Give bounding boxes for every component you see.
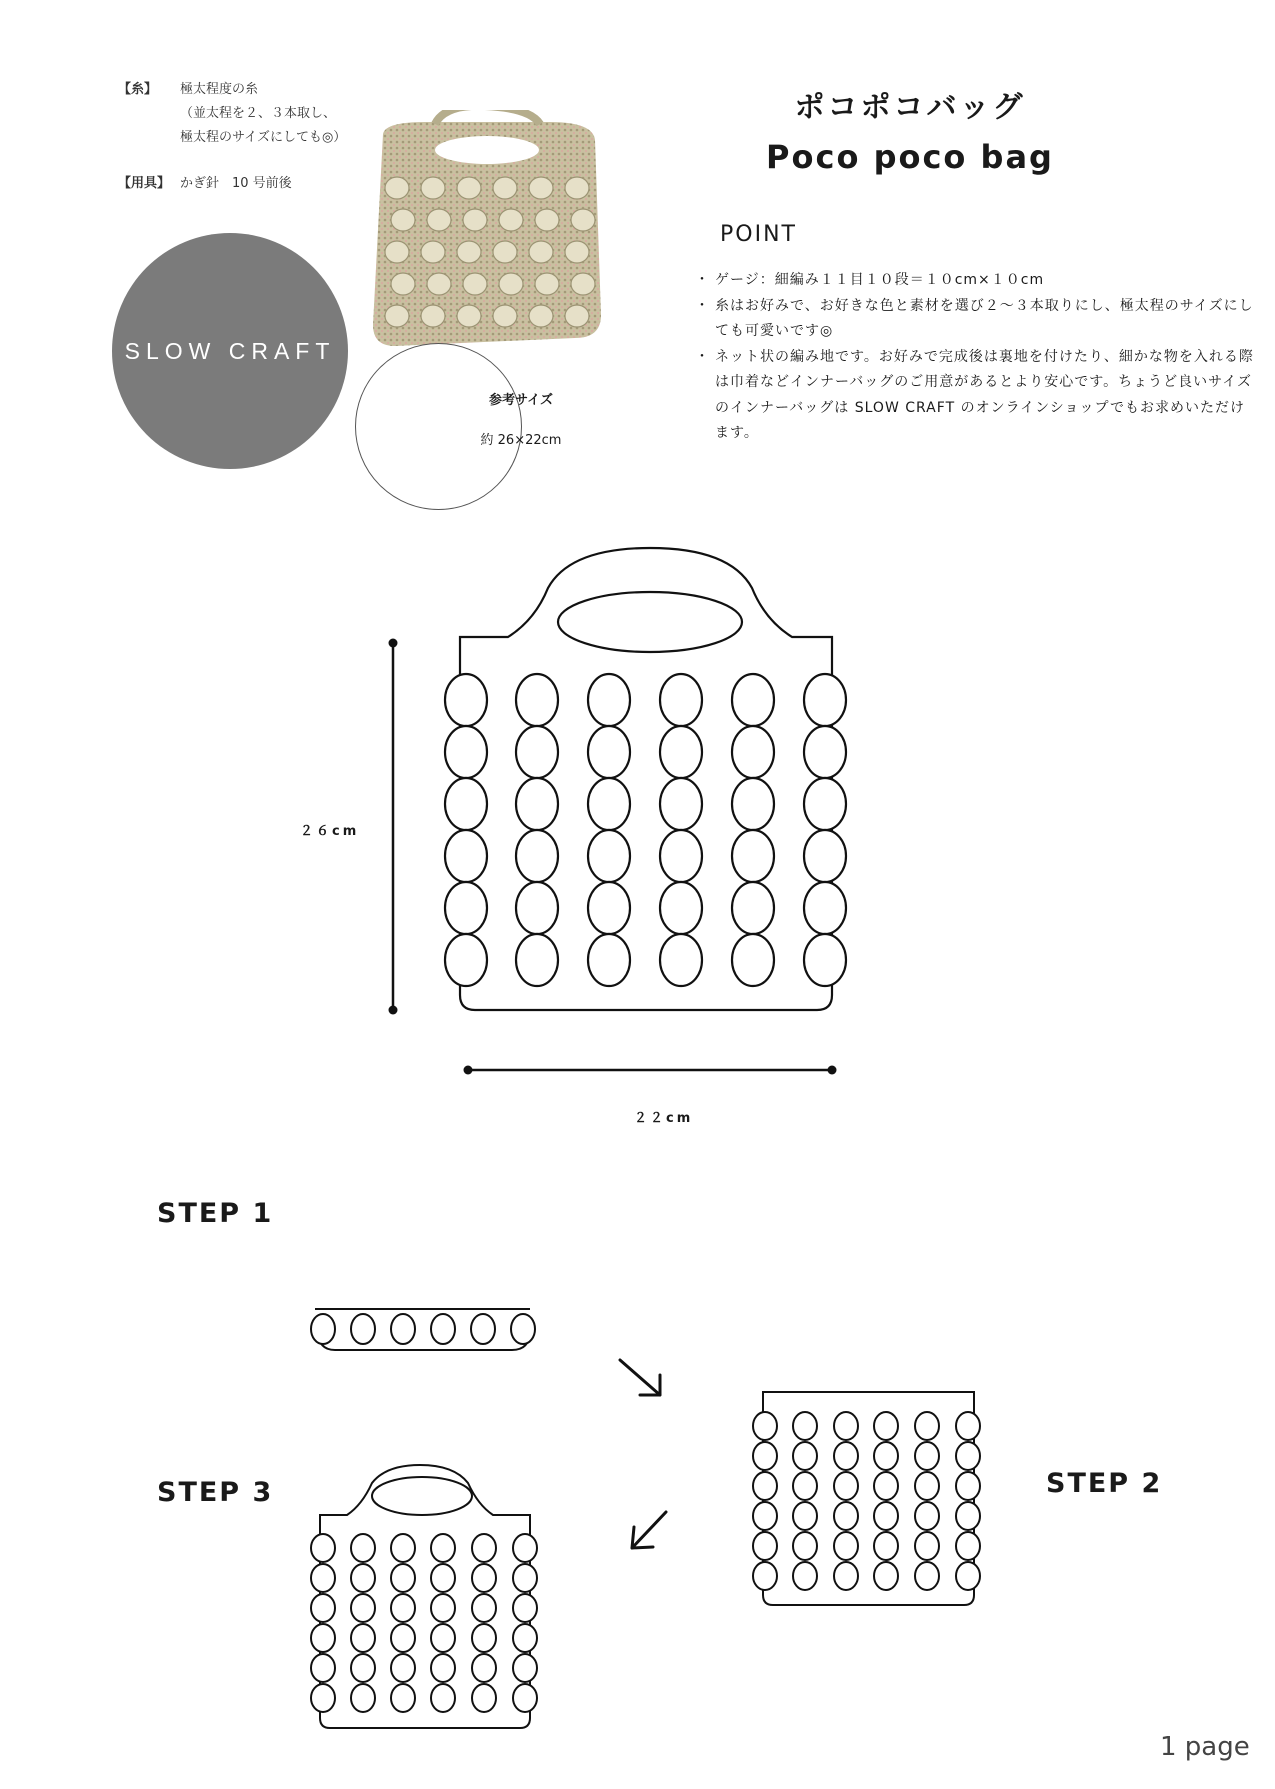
bobble (732, 778, 774, 830)
bobble (431, 1314, 455, 1344)
bobble (431, 1684, 455, 1712)
bobble (793, 1532, 817, 1560)
bobble (753, 1562, 777, 1590)
bobble (804, 674, 846, 726)
bobble (351, 1534, 375, 1562)
bobble (956, 1442, 980, 1470)
bobble (834, 1502, 858, 1530)
bobble (311, 1594, 335, 1622)
width-label: ２２cm (634, 1111, 694, 1126)
bobble (513, 1534, 537, 1562)
bobble (311, 1564, 335, 1592)
height-dimension-end (389, 639, 398, 648)
bobble (516, 674, 558, 726)
bobble (311, 1314, 335, 1344)
title-english: Poco poco bag (766, 138, 1054, 176)
bobble (874, 1472, 898, 1500)
height-dimension-end (389, 1006, 398, 1015)
bobble (351, 1654, 375, 1682)
arrow-down-right-icon (620, 1360, 660, 1395)
bobble (804, 934, 846, 986)
bobble (834, 1472, 858, 1500)
bobble (874, 1412, 898, 1440)
yarn-label: 【糸】 (118, 82, 158, 97)
bobble (511, 1314, 535, 1344)
bobble (391, 1654, 415, 1682)
bobble (915, 1472, 939, 1500)
bobble (472, 1624, 496, 1652)
bobble (311, 1624, 335, 1652)
bobble (431, 1624, 455, 1652)
bobble (753, 1472, 777, 1500)
bobble (351, 1684, 375, 1712)
bobble (513, 1654, 537, 1682)
bobble (804, 726, 846, 778)
bobble (516, 778, 558, 830)
bobble (834, 1532, 858, 1560)
bobble (732, 674, 774, 726)
bobble (311, 1534, 335, 1562)
bobble (732, 934, 774, 986)
bobble (588, 830, 630, 882)
point-item: ・ ネット状の編み地です。お好みで完成後は裏地を付けたり、細かな物を入れる際は巾着などインナーバッグのご用意があるとより安心です。ちょうど良いサイズのインナーバッグは SLOW CRAFT のオンラインショップでもお求めいただけます。 (695, 345, 1255, 447)
bobble (391, 1594, 415, 1622)
bobble (513, 1564, 537, 1592)
bobble (874, 1532, 898, 1560)
bobble (660, 726, 702, 778)
bobble (956, 1562, 980, 1590)
width-dimension-end (464, 1066, 473, 1075)
bobble (351, 1594, 375, 1622)
bobble (956, 1532, 980, 1560)
bobble (472, 1654, 496, 1682)
bobble (516, 830, 558, 882)
bobble (753, 1412, 777, 1440)
bobble (391, 1684, 415, 1712)
bobble (391, 1624, 415, 1652)
bobble (753, 1502, 777, 1530)
bobble (445, 726, 487, 778)
bobble (915, 1442, 939, 1470)
bobble (472, 1684, 496, 1712)
bobble (588, 674, 630, 726)
point-item: ・ ゲージ：細編み１１目１０段＝１０cm×１０cm (695, 268, 1255, 294)
bobble (915, 1412, 939, 1440)
bobble (753, 1532, 777, 1560)
main-bag-outline (460, 548, 832, 1010)
point-item: ・ 糸はお好みで、お好きな色と素材を選び２～３本取りにし、極太程のサイズにしても可愛いです◎ (695, 294, 1255, 345)
bobble (874, 1442, 898, 1470)
bobble (660, 934, 702, 986)
bobble (588, 882, 630, 934)
bobble (445, 674, 487, 726)
bobble (391, 1314, 415, 1344)
bobble (516, 726, 558, 778)
bobble (753, 1442, 777, 1470)
reference-size-title: 参考サイズ (489, 393, 553, 408)
bobble (516, 882, 558, 934)
yarn-line-1: 極太程度の糸 (180, 82, 259, 97)
step3-label: STEP 3 (157, 1477, 274, 1508)
step3-diagram (320, 1465, 530, 1728)
bobble (660, 674, 702, 726)
bobble (793, 1472, 817, 1500)
bobble (793, 1502, 817, 1530)
bobble (472, 1534, 496, 1562)
bobble (793, 1562, 817, 1590)
bobble (445, 830, 487, 882)
bobble (732, 882, 774, 934)
bobble (660, 882, 702, 934)
bobble (915, 1502, 939, 1530)
bobble (445, 934, 487, 986)
tool-value: かぎ針 10 号前後 (180, 176, 292, 191)
point-heading: POINT (720, 222, 797, 247)
bobble (588, 934, 630, 986)
bobble (588, 778, 630, 830)
yarn-line-2: （並太程を２、３本取し、 (180, 106, 337, 121)
bobble (513, 1684, 537, 1712)
bobble (956, 1502, 980, 1530)
tool-label: 【用具】 (118, 176, 171, 191)
width-dimension-end (828, 1066, 837, 1075)
bobble (445, 778, 487, 830)
bobble (956, 1472, 980, 1500)
bobble (311, 1654, 335, 1682)
yarn-line-3: 極太程のサイズにしても◎） (180, 130, 347, 145)
step1-label: STEP 1 (157, 1198, 274, 1229)
bobble (834, 1442, 858, 1470)
bobble (804, 830, 846, 882)
bobble (834, 1562, 858, 1590)
height-label: ２６cm (300, 824, 360, 839)
bobble (351, 1624, 375, 1652)
step2-label: STEP 2 (1046, 1468, 1163, 1499)
bobble (732, 726, 774, 778)
bobble (472, 1564, 496, 1592)
bobble (351, 1564, 375, 1592)
step1-diagram (315, 1309, 530, 1350)
bobble (793, 1442, 817, 1470)
bobble (804, 778, 846, 830)
bobble (516, 934, 558, 986)
bobble (834, 1412, 858, 1440)
bobble (351, 1314, 375, 1344)
bobble (471, 1314, 495, 1344)
bobble (391, 1564, 415, 1592)
step3-handle-hole (372, 1477, 472, 1515)
bobble (431, 1654, 455, 1682)
main-bag-handle-hole (558, 592, 742, 652)
bobble (391, 1534, 415, 1562)
bobble (431, 1594, 455, 1622)
bobble (804, 882, 846, 934)
bobble (915, 1562, 939, 1590)
bobble (660, 778, 702, 830)
title-japanese: ポコポコバッグ (794, 90, 1026, 125)
bobble (445, 882, 487, 934)
bobble (874, 1502, 898, 1530)
bobble (588, 726, 630, 778)
bobble (311, 1684, 335, 1712)
bobble (732, 830, 774, 882)
bobble (874, 1562, 898, 1590)
bobble (793, 1412, 817, 1440)
bobble (472, 1594, 496, 1622)
logo-text: SLOW CRAFT (124, 337, 336, 364)
bobble (431, 1564, 455, 1592)
bobble (513, 1624, 537, 1652)
bobble (431, 1534, 455, 1562)
bobble (660, 830, 702, 882)
reference-size-value: 約 26×22cm (480, 433, 562, 448)
bobble (513, 1594, 537, 1622)
bobble (915, 1532, 939, 1560)
arrow-down-left-icon (632, 1512, 666, 1548)
bobble (956, 1412, 980, 1440)
page-number: 1 page (1160, 1732, 1250, 1762)
